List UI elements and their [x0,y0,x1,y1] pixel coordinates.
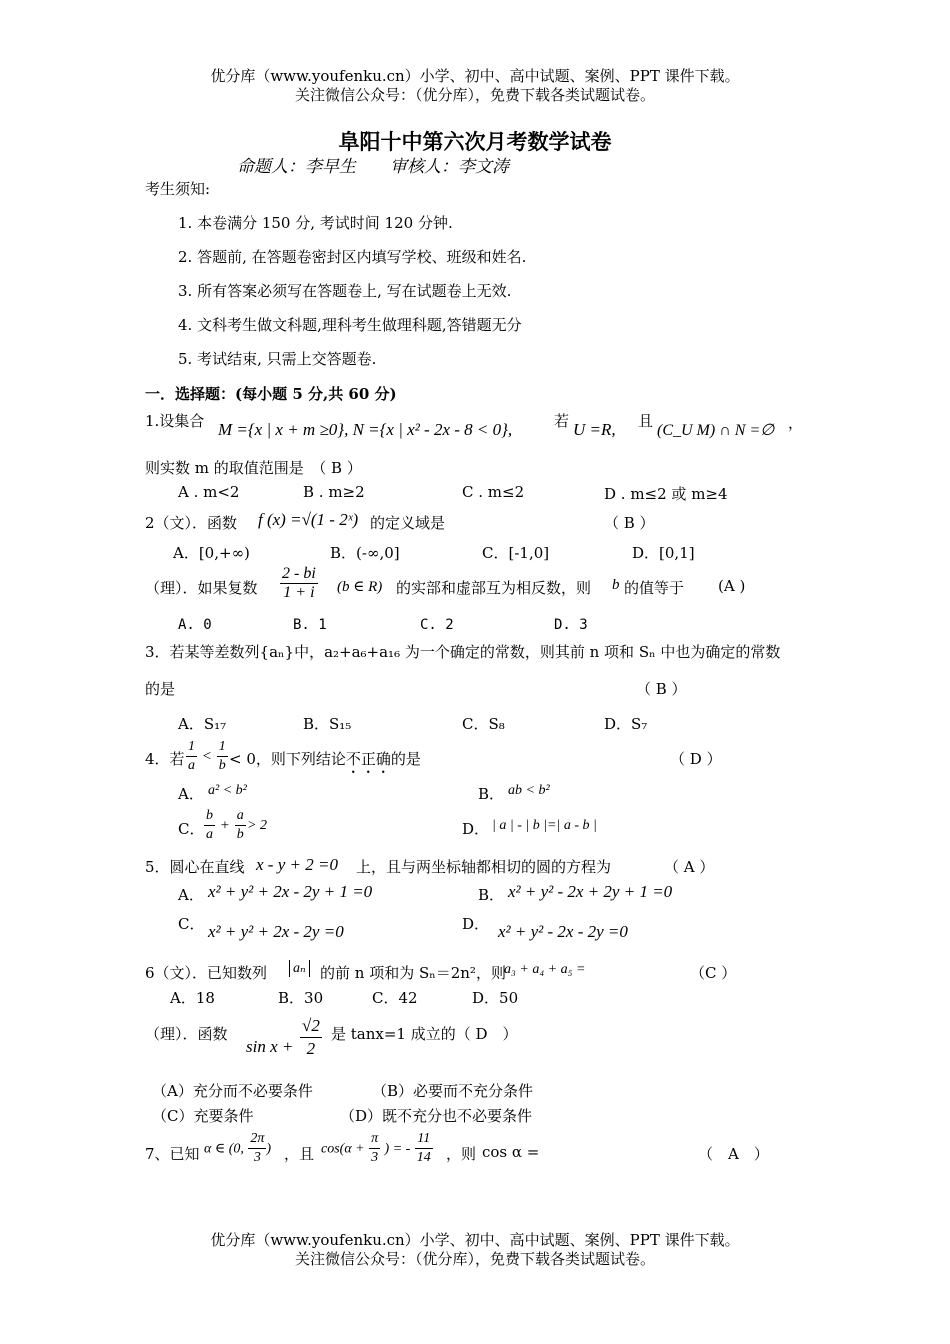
q1-stem: 1.设集合 [145,412,205,430]
q4-label-b: B． [478,785,505,803]
q5-option-d: x² + y² - 2x - 2y =0 [498,922,628,941]
notice-item: 4. 文科考生做文科题,理科考生做理科题,答错题无分 [178,316,522,334]
q4-ineq: $\frac{1}{a}$ < $\frac{1}{b}$ [188,739,226,773]
q4-label-a: A． [178,785,204,803]
footer-line-1: 优分库（www.youfenku.cn）小学、初中、高中试题、案例、PPT 课件下载。 [210,1231,740,1249]
q6l-fraction [300,1015,322,1060]
q5-option-a: x² + y² + 2x - 2y + 1 =0 [208,882,373,901]
q2l-var: b [612,577,620,593]
q6l-option-d: （D）既不充分也不必要条件 [340,1107,533,1125]
q2l-condition: (b ∈ R) [337,579,383,595]
notice-item: 3. 所有答案必须写在答题卷上, 写在试题卷上无效. [178,282,512,300]
q3-line1: 3．若某等差数列{aₙ}中，a₂+a₆+a₁₆ 为一个确定的常数，则其前 n 项和 Sₙ 中也为确定的常数 [145,643,781,661]
q2l-option-d: D. 3 [554,617,588,633]
q5-label-d: D． [462,915,490,933]
q6w-seq: aₙ [289,960,310,977]
q2l-option-b: B. 1 [293,617,327,633]
q1-condition: (C_U M) ∩ N =∅ [657,422,775,439]
q2w-function: f (x) =√(1 - 2ˣ) [258,510,359,529]
q1-comma: ， [788,414,804,432]
q3-option-b: B．S₁₅ [303,715,352,733]
q1-option-d: D . m≤2 或 m≥4 [604,485,728,503]
q1-and: 且 [638,412,654,430]
q2w-option-d: D．[0,1] [632,544,695,562]
q6l-frac-num: √2 [300,1015,322,1038]
q5-stem: 5．圆心在直线 [145,858,245,876]
q4-emphasis: 不正确 [345,750,391,768]
q7-tail2: cos α = [482,1143,540,1161]
q4-answer: （ D ） [670,750,722,768]
notice-item: 2. 答题前, 在答题卷密封区内填写学校、班级和姓名. [178,248,527,266]
q1-if: 若 [554,412,570,430]
q6l-expr-left: sin x + [246,1037,294,1056]
q2w-option-c: C．[-1,0] [482,544,550,562]
q6w-expr: a₃ + a₄ + a₅ = [504,962,586,977]
q2l-option-a: A. 0 [178,617,212,633]
q2l-tail: 的实部和虚部互为相反数，则 [396,579,592,597]
q7-mid: ，且 [284,1145,315,1163]
q5-label-a: A． [178,886,204,904]
q5-option-c: x² + y² + 2x - 2y =0 [208,922,344,941]
q2l-tail2: 的值等于 [624,579,685,597]
q4-ineq-tail: < 0，则下列结论不正确的是 [229,750,421,768]
q3-option-a: A．S₁₇ [178,715,227,733]
q2l-frac-den: 1 + i [283,584,315,601]
q6w-stem: 6（文）．已知数列 [145,964,268,982]
q5-option-b: x² + y² - 2x + 2y + 1 =0 [508,882,673,901]
q2l-frac-num: 2 - bi [282,565,316,582]
q2l-stem: （理）．如果复数 [145,579,258,597]
q2l-fraction [280,565,318,602]
q4-stem: 4．若 [145,750,185,768]
notice-item: 5. 考试结束, 只需上交答题卷. [178,350,377,368]
q3-line2: 的是 [145,680,176,698]
author-line: 命题人：李早生 审核人：李文涛 [237,157,509,177]
q1-line2: 则实数 m 的取值范围是 （ B ） [145,459,362,477]
q6w-answer: （C ） [690,964,737,982]
section-heading: 一．选择题：(每小题 5 分,共 60 分) [145,385,397,403]
q1-universal: U =R, [573,420,616,439]
q6l-tail: 是 tanx=1 成立的（ D ） [331,1025,518,1043]
q7-stem: 7、已知 [145,1145,200,1163]
q6l-option-c: （C）充要条件 [152,1107,254,1125]
q4-label-c: C． [178,820,205,838]
q1-sets: M ={x | x + m ≥0}, N ={x | x² - 2x - 8 < 0}, [218,420,513,439]
q2w-stem: 2（文）．函数 [145,514,238,532]
q4-option-b: ab < b² [508,783,550,798]
q6w-option-a: A．18 [170,989,215,1007]
q2l-option-c: C. 2 [420,617,454,633]
q6w-mid: 的前 n 项和为 Sₙ＝2n²，则 [320,964,506,982]
q4-option-a: a² < b² [208,783,247,798]
q2w-option-a: A．[0,+∞) [173,544,250,562]
q6w-option-b: B．30 [278,989,324,1007]
q7-answer: （ A ） [698,1145,769,1163]
q3-option-c: C．S₈ [462,715,505,733]
q1-option-c: C . m≤2 [462,483,525,501]
notice-item: 1. 本卷满分 150 分, 考试时间 120 分钟. [178,214,453,232]
q6w-option-c: C．42 [372,989,418,1007]
q6l-option-b: （B）必要而不充分条件 [372,1082,534,1100]
q4-option-d: | a | - | b |=| a - b | [492,818,597,833]
q6l-stem: （理）．函数 [145,1025,228,1043]
q7-range: α ∈ (0, $\frac{2\pi}{3}$ ) [204,1131,272,1165]
q5-answer: （ A ） [664,858,715,876]
q2l-answer: (A ) [718,577,746,595]
notice-heading: 考生须知: [145,180,211,198]
q3-option-d: D．S₇ [604,715,648,733]
q5-line: x - y + 2 =0 [256,855,338,874]
header-line-1: 优分库（www.youfenku.cn）小学、初中、高中试题、案例、PPT 课件下载。 [210,67,740,85]
q4-label-d: D． [462,820,490,838]
footer-line-2: 关注微信公众号：（优分库），免费下载各类试题试卷。 [294,1250,655,1268]
q1-option-b: B . m≥2 [303,483,365,501]
q6l-frac-den: 2 [306,1039,316,1058]
q5-label-b: B． [478,886,505,904]
q7-cos-expr: cos(α + $\frac{\pi}{3}$ ) = - $\frac{11}{14}$ [321,1131,431,1165]
q6w-option-d: D．50 [472,989,519,1007]
q5-label-c: C． [178,915,205,933]
q5-tail: 上，且与两坐标轴都相切的圆的方程为 [356,858,612,876]
q4-option-c: > 2 [247,818,267,833]
q2w-answer: （ B ） [604,514,655,532]
exam-title: 阜阳十中第六次月考数学试卷 [338,129,612,154]
q7-tail: ，则 [446,1145,477,1163]
q1-option-a: A . m<2 [178,483,240,501]
q2w-tail: 的定义域是 [370,514,446,532]
header-line-2: 关注微信公众号：（优分库），免费下载各类试题试卷。 [294,86,655,104]
q3-answer: （ B ） [636,680,687,698]
q6l-option-a: （A）充分而不必要条件 [152,1082,313,1100]
q2w-option-b: B．(-∞,0] [330,544,400,562]
q4-option-c-frac: $\frac{b}{a}$ + $\frac{a}{b}$ [206,808,244,842]
